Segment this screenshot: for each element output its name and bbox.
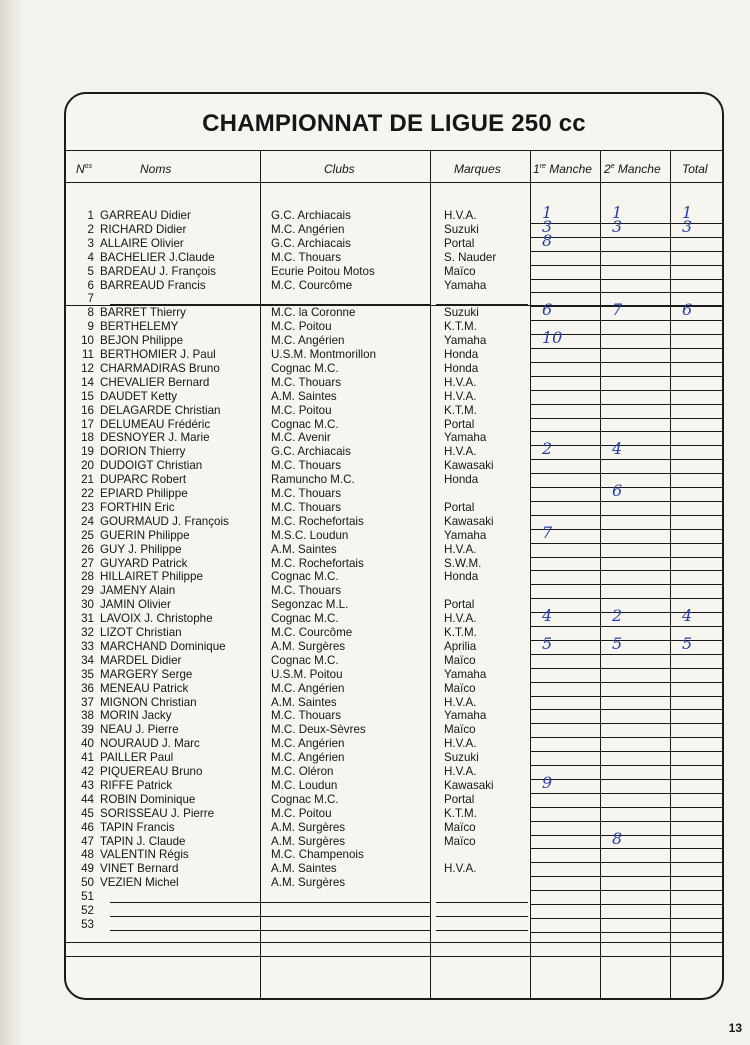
table-row [66,723,722,737]
table-row [66,793,722,807]
rider-number: 31 [81,612,94,626]
rider-club: M.C. la Coronne [271,306,356,320]
rider-number: 3 [87,236,94,250]
rider-number: 35 [81,667,94,681]
table-row [66,348,722,362]
rider-make: H.V.A. [444,542,477,556]
rider-club: A.M. Saintes [271,389,337,403]
rider-club: M.C. Courcôme [271,278,353,292]
blank-entry-line [110,902,430,903]
rider-name: VEZIEN Michel [100,876,179,890]
table-row [66,584,722,598]
rider-number: 44 [81,792,94,806]
rider-number: 17 [81,417,94,431]
page-title: CHAMPIONNAT DE LIGUE 250 cc [202,110,586,137]
rider-club: M.C. Courcôme [271,626,353,639]
table-row [66,390,722,404]
table-row [66,362,722,376]
rider-number: 43 [81,778,94,792]
rider-name: NEAU J. Pierre [100,723,179,737]
rider-name: GARREAU Didier [100,209,191,222]
rider-number: 18 [81,431,94,445]
rider-club: M.C. Rochefortais [271,514,364,528]
rider-club: M.C. Angérien [271,737,345,751]
rider-make: H.V.A. [444,612,477,626]
rider-name: MORIN Jacky [100,709,172,723]
rider-club: M.C. Thouars [271,487,342,500]
handwritten-score: 9 [542,772,553,792]
rider-make: Yamaha [444,709,487,723]
header-marques: Marques [454,162,501,176]
rider-name: BERTHELEMY [100,320,179,334]
header-manche2: 2e Manche [604,162,661,176]
rider-number: 52 [81,904,94,917]
rider-name: RICHARD Didier [100,222,187,236]
rider-number: 9 [87,320,94,334]
rider-name: CHARMADIRAS Bruno [100,361,220,375]
rider-make: Maïco [444,820,476,834]
rider-club: M.C. Angérien [271,334,345,348]
rider-club: Cognac M.C. [271,417,339,431]
rider-number: 27 [81,556,94,570]
rider-club: G.C. Archiacais [271,209,351,222]
table-row [66,265,722,279]
rider-name: TAPIN J. Claude [100,834,186,848]
rider-number: 38 [81,709,94,723]
header-noms: Noms [140,162,172,176]
rider-club: A.M. Surgères [271,834,346,848]
rider-list [66,94,722,998]
rider-make: Suzuki [444,751,479,765]
header-manche1: 1re Manche [533,162,592,176]
rider-make: S.W.M. [444,556,482,570]
binding-gutter [0,0,22,1045]
rider-make: H.V.A. [444,862,477,876]
rider-make: Maïco [444,653,476,667]
score-row-rule [530,932,724,933]
rider-club: M.C. Thouars [271,459,342,473]
rider-number: 26 [81,542,94,556]
rider-name: TAPIN Francis [100,820,175,834]
rider-number: 19 [81,445,94,459]
rider-number: 40 [81,737,94,751]
rider-make: Honda [444,473,479,487]
rider-make: Yamaha [444,278,487,292]
table-row [66,445,722,459]
rider-club: A.M. Saintes [271,862,337,876]
table-row [66,862,722,876]
handwritten-score: 4 [542,606,553,626]
rider-name: DESNOYER J. Marie [100,431,210,445]
group-divider [66,305,722,306]
header-total: Total [682,162,708,176]
rider-number: 24 [81,514,94,528]
rider-number: 34 [81,653,94,667]
rider-name: GUERIN Philippe [100,528,190,542]
results-sheet [64,92,724,1000]
rider-make: K.T.M. [444,403,477,417]
rider-name: DUDOIGT Christian [100,459,203,473]
rider-club: Segonzac M.L. [271,598,349,612]
rider-name: BACHELIER J.Claude [100,250,215,264]
rider-make: Portal [444,792,475,806]
rider-make: H.V.A. [444,375,477,389]
table-row [66,306,722,320]
table-row [66,334,722,348]
rider-club: G.C. Archiacais [271,236,351,250]
rider-name: LAVOIX J. Christophe [100,612,213,626]
table-row [66,848,722,862]
rider-make: K.T.M. [444,806,477,820]
table-row [66,431,722,445]
handwritten-score: 1 [542,203,553,222]
rider-number: 21 [81,473,94,487]
rider-make: Kawasaki [444,459,494,473]
blank-entry-line [436,902,528,903]
rider-club: M.C. Thouars [271,709,342,723]
rider-make: Portal [444,236,475,250]
table-row [66,223,722,237]
rider-make: Portal [444,500,475,514]
rider-make: Yamaha [444,528,487,542]
rider-name: MARGERY Serge [100,667,193,681]
rider-name: HILLAIRET Philippe [100,570,203,584]
handwritten-score: 6 [542,300,553,320]
rider-make: Portal [444,598,475,612]
table-row [66,737,722,751]
rider-name: JAMENY Alain [100,584,176,598]
page-number: 13 [728,1021,742,1035]
rider-make: Honda [444,361,479,375]
rider-make: H.V.A. [444,695,477,709]
rider-name: BARRET Thierry [100,306,186,320]
rider-number: 46 [81,820,94,834]
rider-name: DELAGARDE Christian [100,403,221,417]
rider-number: 23 [81,500,94,514]
rider-make: Maïco [444,834,476,848]
rider-make: H.V.A. [444,209,477,222]
rider-name: ROBIN Dominique [100,792,196,806]
table-row [66,654,722,668]
table-row [66,529,722,543]
handwritten-score: 6 [612,481,623,500]
handwritten-score: 3 [682,216,693,236]
table-row [66,640,722,654]
rider-number: 45 [81,806,94,820]
table-row [66,251,722,265]
rider-number: 4 [87,250,94,264]
rider-make: H.V.A. [444,445,477,459]
rider-name: LIZOT Christian [100,626,182,639]
handwritten-score: 7 [542,522,553,542]
table-row [66,279,722,293]
rider-club: M.C. Poitou [271,320,332,334]
handwritten-score: 2 [542,439,553,459]
rider-name: BERTHOMIER J. Paul [100,348,216,361]
rider-club: Cognac M.C. [271,653,339,667]
table-row [66,835,722,849]
rider-name: SORISSEAU J. Pierre [100,806,215,820]
table-row [66,418,722,432]
rider-club: Cognac M.C. [271,361,339,375]
rider-club: M.C. Thouars [271,250,342,264]
rider-number: 37 [81,695,94,709]
rider-club: M.C. Avenir [271,431,331,445]
handwritten-score: 1 [612,203,623,222]
rider-number: 50 [81,876,94,890]
rider-number: 33 [81,639,94,653]
table-row [66,779,722,793]
table-row [66,237,722,251]
rider-make: S. Nauder [444,250,497,264]
table-row [66,668,722,682]
rider-number: 28 [81,570,94,584]
rider-name: BARREAUD Francis [100,278,206,292]
rider-make: Yamaha [444,431,487,445]
rider-name: GUY J. Philippe [100,542,182,556]
footer-rule [66,956,722,957]
rider-name: BARDEAU J. François [100,264,216,278]
table-row [66,612,722,626]
rider-make: Maïco [444,723,476,737]
rider-name: GOURMAUD J. François [100,514,229,528]
rider-name: EPIARD Philippe [100,487,188,500]
rider-number: 10 [81,334,94,348]
rider-club: Ecurie Poitou Motos [271,264,375,278]
rider-club: M.C. Thouars [271,375,342,389]
rider-name: NOURAUD J. Marc [100,737,200,751]
handwritten-score: 8 [542,230,553,250]
rider-club: A.M. Surgères [271,639,346,653]
rider-name: DORION Thierry [100,445,186,459]
rider-make: Yamaha [444,334,487,348]
table-row [66,515,722,529]
rider-club: M.C. Angérien [271,681,345,695]
rider-club: A.M. Surgères [271,876,346,890]
rider-club: Ramuncho M.C. [271,473,355,487]
rider-club: M.C. Poitou [271,806,332,820]
table-row [66,807,722,821]
rider-number: 53 [81,917,94,931]
rider-number: 39 [81,723,94,737]
rider-name: DUPARC Robert [100,473,187,487]
rider-club: M.C. Thouars [271,584,342,598]
handwritten-score: 3 [542,216,553,236]
rider-club: U.S.M. Poitou [271,667,343,681]
rider-make: H.V.A. [444,765,477,778]
table-row [66,682,722,696]
table-row [66,459,722,473]
table-row [66,209,722,223]
table-row [66,570,722,584]
rider-make: Suzuki [444,306,479,320]
rider-number: 5 [87,264,94,278]
rider-make: Portal [444,417,475,431]
rider-club: G.C. Archiacais [271,445,351,459]
rider-name: VALENTIN Régis [100,848,189,862]
table-row [66,376,722,390]
rider-make: K.T.M. [444,626,477,639]
rider-club: M.C. Angérien [271,751,345,765]
rider-number: 14 [81,375,94,389]
rider-number: 51 [81,890,94,904]
rider-name: VINET Bernard [100,862,179,876]
table-row [66,557,722,571]
rider-number: 48 [81,848,94,862]
rider-number: 25 [81,528,94,542]
blank-entry-line [110,930,430,931]
rider-name: CHEVALIER Bernard [100,375,210,389]
rider-club: M.S.C. Loudun [271,528,349,542]
handwritten-score: 4 [612,439,623,459]
rider-number: 42 [81,765,94,778]
rider-club: M.C. Angérien [271,222,345,236]
blank-entry-line [110,916,430,917]
rider-number: 20 [81,459,94,473]
rider-name: RIFFE Patrick [100,778,173,792]
handwritten-score: 3 [612,216,623,236]
rider-number: 41 [81,751,94,765]
rider-make: Maïco [444,264,476,278]
table-row [66,765,722,779]
rider-name: DAUDET Ketty [100,389,178,403]
rider-number: 15 [81,389,94,403]
header-clubs: Clubs [324,162,355,176]
rider-number: 30 [81,598,94,612]
table-row [66,751,722,765]
rider-make: K.T.M. [444,320,477,334]
rider-number: 36 [81,681,94,695]
rider-number: 22 [81,487,94,500]
rider-number: 29 [81,584,94,598]
rider-make: Yamaha [444,667,487,681]
rider-make: Kawasaki [444,778,494,792]
table-row [66,709,722,723]
rider-club: M.C. Deux-Sèvres [271,723,366,737]
table-row [66,696,722,710]
rider-club: M.C. Champenois [271,848,364,862]
rider-number: 2 [87,222,94,236]
rider-name: JAMIN Olivier [100,598,171,612]
rider-club: M.C. Poitou [271,403,332,417]
table-row [66,487,722,501]
handwritten-score: 6 [682,300,693,320]
rider-number: 12 [81,361,94,375]
rider-club: M.C. Oléron [271,765,334,778]
rider-name: MARDEL Didier [100,653,182,667]
handwritten-score: 5 [542,633,553,653]
table-row [66,543,722,557]
rider-name: DELUMEAU Frédéric [100,417,211,431]
handwritten-score: 7 [612,300,623,320]
rider-number: 47 [81,834,94,848]
table-row [66,501,722,515]
rider-make: H.V.A. [444,389,477,403]
footer-rule [66,942,722,943]
rider-number: 6 [87,278,94,292]
blank-entry-line [436,930,528,931]
rider-club: A.M. Saintes [271,695,337,709]
table-row [66,626,722,640]
rider-number: 1 [87,209,94,222]
blank-entry-line [436,916,528,917]
table-row [66,473,722,487]
rider-club: Cognac M.C. [271,612,339,626]
rider-club: A.M. Saintes [271,542,337,556]
rider-club: M.C. Rochefortais [271,556,364,570]
handwritten-score: 10 [542,328,563,348]
rider-name: MIGNON Christian [100,695,197,709]
handwritten-score: 8 [612,828,623,848]
rider-number: 16 [81,403,94,417]
table-row [66,876,722,890]
rider-make: Honda [444,348,479,361]
table-row [66,320,722,334]
rider-make: Aprilia [444,639,477,653]
rider-name: PAILLER Paul [100,751,174,765]
rider-club: Cognac M.C. [271,792,339,806]
table-row [66,598,722,612]
handwritten-score: 5 [612,633,623,653]
rider-number: 49 [81,862,94,876]
rider-name: PIQUEREAU Bruno [100,765,203,778]
handwritten-score: 2 [612,606,623,626]
rider-make: Honda [444,570,479,584]
rider-club: Cognac M.C. [271,570,339,584]
rider-make: H.V.A. [444,737,477,751]
header-nos: $N^{os}$ [76,162,93,176]
rider-club: M.C. Thouars [271,500,342,514]
rider-make: Maïco [444,681,476,695]
rider-name: FORTHIN Eric [100,500,175,514]
rider-name: MENEAU Patrick [100,681,189,695]
handwritten-score: 5 [682,633,693,653]
rider-number: 7 [87,292,94,306]
rider-name: MARCHAND Dominique [100,639,226,653]
rider-club: U.S.M. Montmorillon [271,348,377,361]
handwritten-score: 4 [682,606,693,626]
rider-name: BEJON Philippe [100,334,184,348]
table-row [66,404,722,418]
rider-number: 8 [87,306,94,320]
rider-club: A.M. Surgères [271,820,346,834]
handwritten-score: 1 [682,203,693,222]
rider-make: Kawasaki [444,514,494,528]
rider-name: ALLAIRE Olivier [100,236,184,250]
rider-number: 11 [81,348,94,361]
table-row [66,821,722,835]
rider-name: GUYARD Patrick [100,556,188,570]
rider-number: 32 [81,626,94,639]
rider-make: Suzuki [444,222,479,236]
rider-club: M.C. Loudun [271,778,338,792]
